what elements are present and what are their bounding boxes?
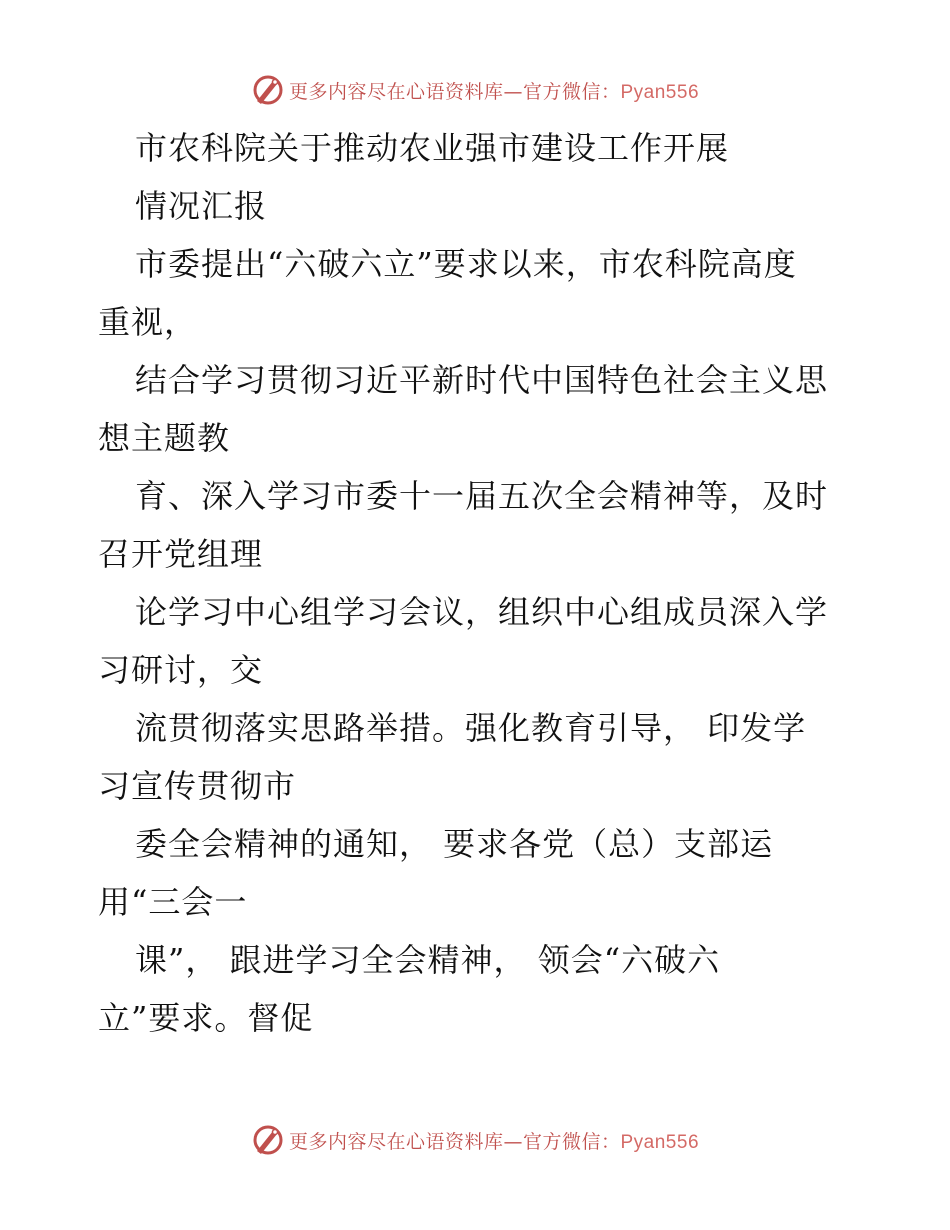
paragraph-line: 习宣传贯彻市	[98, 767, 297, 805]
paragraph-line: 课”， 跟进学习全会精神， 领会“六破六	[135, 941, 721, 979]
pen-logo-icon	[251, 73, 285, 107]
paragraph-line: 立”要求。督促	[98, 999, 314, 1037]
banner-dash: —	[503, 1130, 523, 1153]
banner-official-label: 官方微信：	[522, 80, 621, 103]
paragraph-line: 结合学习贯彻习近平新时代中国特色社会主义思	[135, 361, 829, 399]
paragraph-line: 召开党组理	[98, 535, 264, 573]
banner-wechat-id: Pyan556	[620, 1131, 700, 1153]
banner-text	[289, 1127, 699, 1154]
banner-main-text: 更多内容尽在心语资料库	[288, 1130, 504, 1153]
paragraph-line: 市委提出“六破六立”要求以来，市农科院高度	[135, 245, 797, 283]
footer-banner	[0, 1120, 950, 1160]
banner-text	[289, 77, 699, 104]
paragraph-line: 委全会精神的通知， 要求各党（总）支部运	[135, 825, 774, 863]
paragraph-line: 想主题教	[98, 419, 231, 457]
banner-main-text: 更多内容尽在心语资料库	[288, 80, 504, 103]
paragraph-line: 重视，	[98, 303, 198, 341]
paragraph-line: 论学习中心组学习会议，组织中心组成员深入学	[135, 593, 829, 631]
banner-dash: —	[503, 80, 523, 103]
paragraph-line: 流贯彻落实思路举措。强化教育引导， 印发学	[135, 709, 807, 747]
paragraph-line: 用“三会一	[98, 883, 248, 921]
pen-logo-icon	[251, 1123, 285, 1157]
header-banner	[0, 70, 950, 110]
doc-title-line-2: 情况汇报	[135, 187, 268, 225]
doc-title-line-1: 市农科院关于推动农业强市建设工作开展	[135, 129, 730, 167]
banner-official-label: 官方微信：	[522, 1130, 621, 1153]
paragraph-line: 育、深入学习市委十一届五次全会精神等，及时	[135, 477, 829, 515]
banner-wechat-id: Pyan556	[620, 81, 700, 103]
paragraph-line: 习研讨，交	[98, 651, 264, 689]
